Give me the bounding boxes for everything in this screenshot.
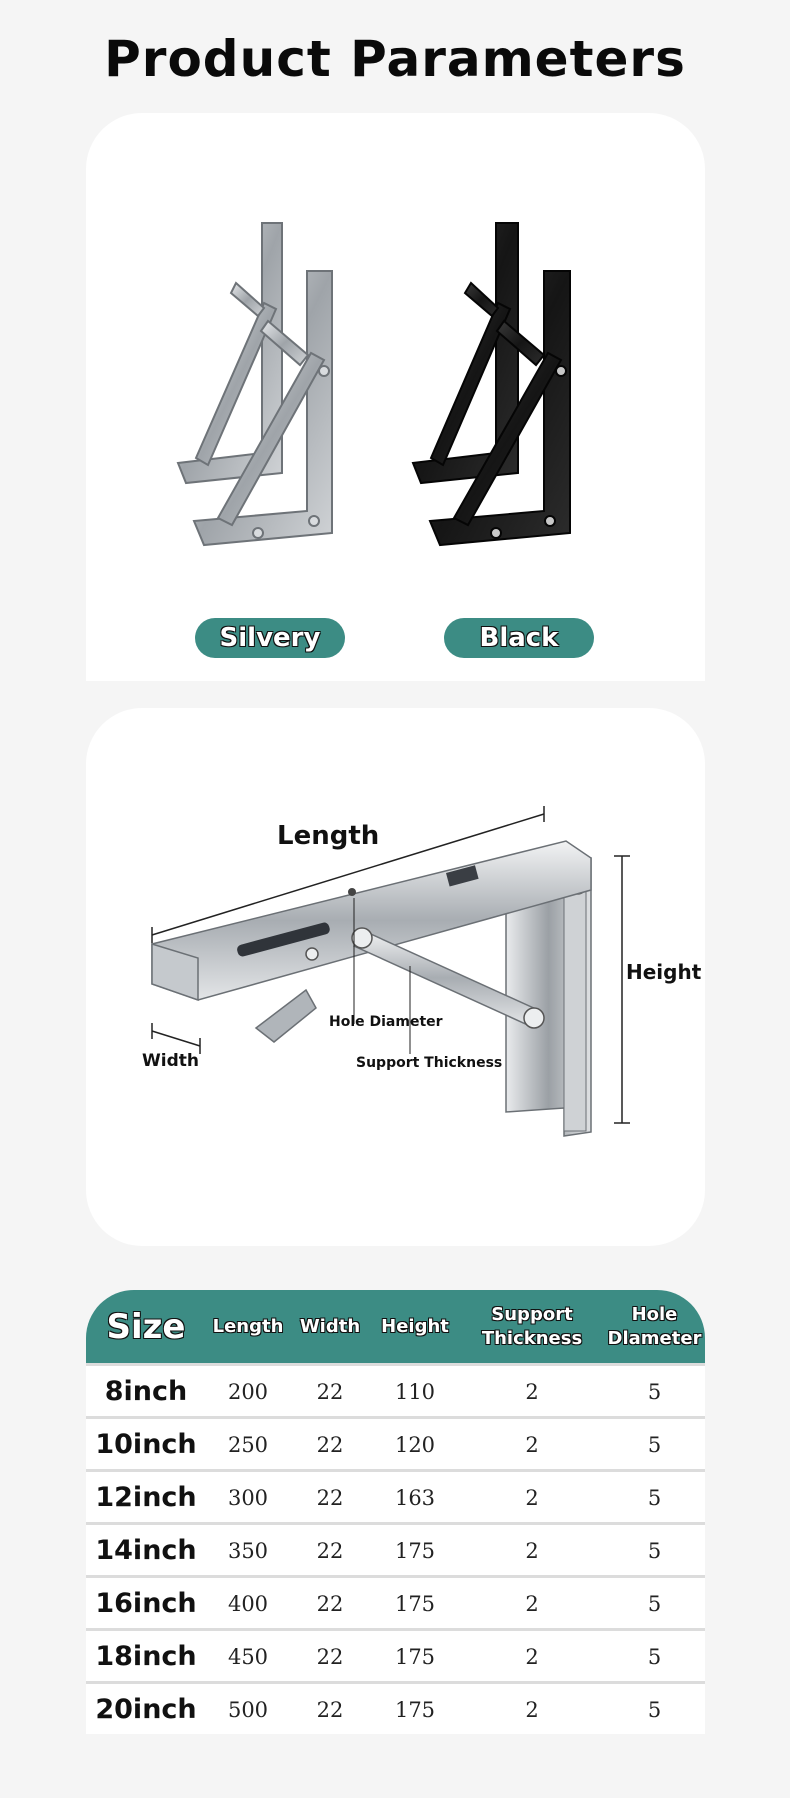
- cell-height: 175: [394, 1645, 436, 1669]
- cell-support: 2: [525, 1592, 539, 1616]
- cell-length: 450: [227, 1645, 269, 1669]
- cell-hole: 5: [647, 1698, 662, 1722]
- cell-width: 22: [316, 1380, 344, 1404]
- cell-height: 175: [394, 1539, 436, 1563]
- table-row: [86, 1416, 705, 1469]
- cell-width: 22: [316, 1433, 344, 1457]
- variants-card: [86, 113, 705, 681]
- variant-black-badge: Black: [444, 618, 594, 658]
- page-title: Product Parameters: [104, 30, 686, 88]
- header-height: Height: [381, 1315, 449, 1337]
- cell-support: 2: [525, 1539, 539, 1563]
- dimension-diagram: [86, 708, 705, 1246]
- table-row: [86, 1522, 705, 1575]
- cell-length: 300: [227, 1486, 269, 1510]
- table-row: [86, 1628, 705, 1681]
- cell-support: 2: [525, 1698, 539, 1722]
- cell-length: 200: [227, 1380, 269, 1404]
- cell-hole: 5: [647, 1486, 662, 1510]
- table-row: [86, 1469, 705, 1522]
- header-hole-line2: Dlameter: [607, 1327, 702, 1349]
- length-label: Length: [277, 821, 380, 851]
- cell-size: 18inch: [95, 1641, 197, 1672]
- cell-hole: 5: [647, 1592, 662, 1616]
- cell-length: 400: [227, 1592, 269, 1616]
- header-size: Size: [106, 1306, 186, 1347]
- cell-width: 22: [316, 1486, 344, 1510]
- cell-length: 250: [227, 1433, 269, 1457]
- cell-size: 20inch: [95, 1694, 197, 1725]
- table-body: [86, 1363, 705, 1734]
- variant-silvery-badge: Silvery: [195, 618, 345, 658]
- cell-support: 2: [525, 1433, 539, 1457]
- cell-height: 163: [394, 1486, 436, 1510]
- header-hole-diameter: [604, 1290, 705, 1363]
- cell-height: 120: [394, 1433, 436, 1457]
- cell-height: 110: [394, 1380, 436, 1404]
- cell-size: 12inch: [95, 1482, 197, 1513]
- header-support-line1: Support: [491, 1303, 573, 1325]
- cell-hole: 5: [647, 1380, 662, 1404]
- cell-width: 22: [316, 1645, 344, 1669]
- cell-size: 10inch: [95, 1429, 197, 1460]
- width-label: Width: [142, 1051, 199, 1071]
- table-row: [86, 1575, 705, 1628]
- hole-diameter-label: Hole Diameter: [329, 1014, 443, 1030]
- cell-length: 500: [227, 1698, 269, 1722]
- support-thickness-label: Support Thickness: [356, 1055, 503, 1071]
- silvery-bracket-image: [178, 223, 332, 545]
- cell-hole: 5: [647, 1645, 662, 1669]
- header-hole-line1: Hole: [631, 1303, 678, 1325]
- cell-support: 2: [525, 1486, 539, 1510]
- black-bracket-image: [413, 223, 570, 545]
- header-length: Length: [212, 1315, 284, 1337]
- header-width: Width: [299, 1315, 361, 1337]
- cell-support: 2: [525, 1645, 539, 1669]
- header-support-line2: Thickness: [481, 1327, 583, 1349]
- cell-size: 14inch: [95, 1535, 197, 1566]
- cell-height: 175: [394, 1592, 436, 1616]
- parameters-table: [86, 1290, 705, 1734]
- table-row: [86, 1363, 705, 1416]
- cell-width: 22: [316, 1698, 344, 1722]
- cell-length: 350: [227, 1539, 269, 1563]
- cell-width: 22: [316, 1539, 344, 1563]
- dimension-diagram-card: [86, 708, 705, 1246]
- variant-images: [86, 113, 705, 681]
- cell-support: 2: [525, 1380, 539, 1404]
- cell-hole: 5: [647, 1539, 662, 1563]
- cell-width: 22: [316, 1592, 344, 1616]
- table-header: [86, 1290, 705, 1363]
- cell-height: 175: [394, 1698, 436, 1722]
- table-row: [86, 1681, 705, 1734]
- cell-size: 16inch: [95, 1588, 197, 1619]
- cell-size: 8inch: [104, 1376, 188, 1407]
- height-label: Height: [626, 960, 702, 984]
- header-support-thickness: [460, 1290, 604, 1363]
- cell-hole: 5: [647, 1433, 662, 1457]
